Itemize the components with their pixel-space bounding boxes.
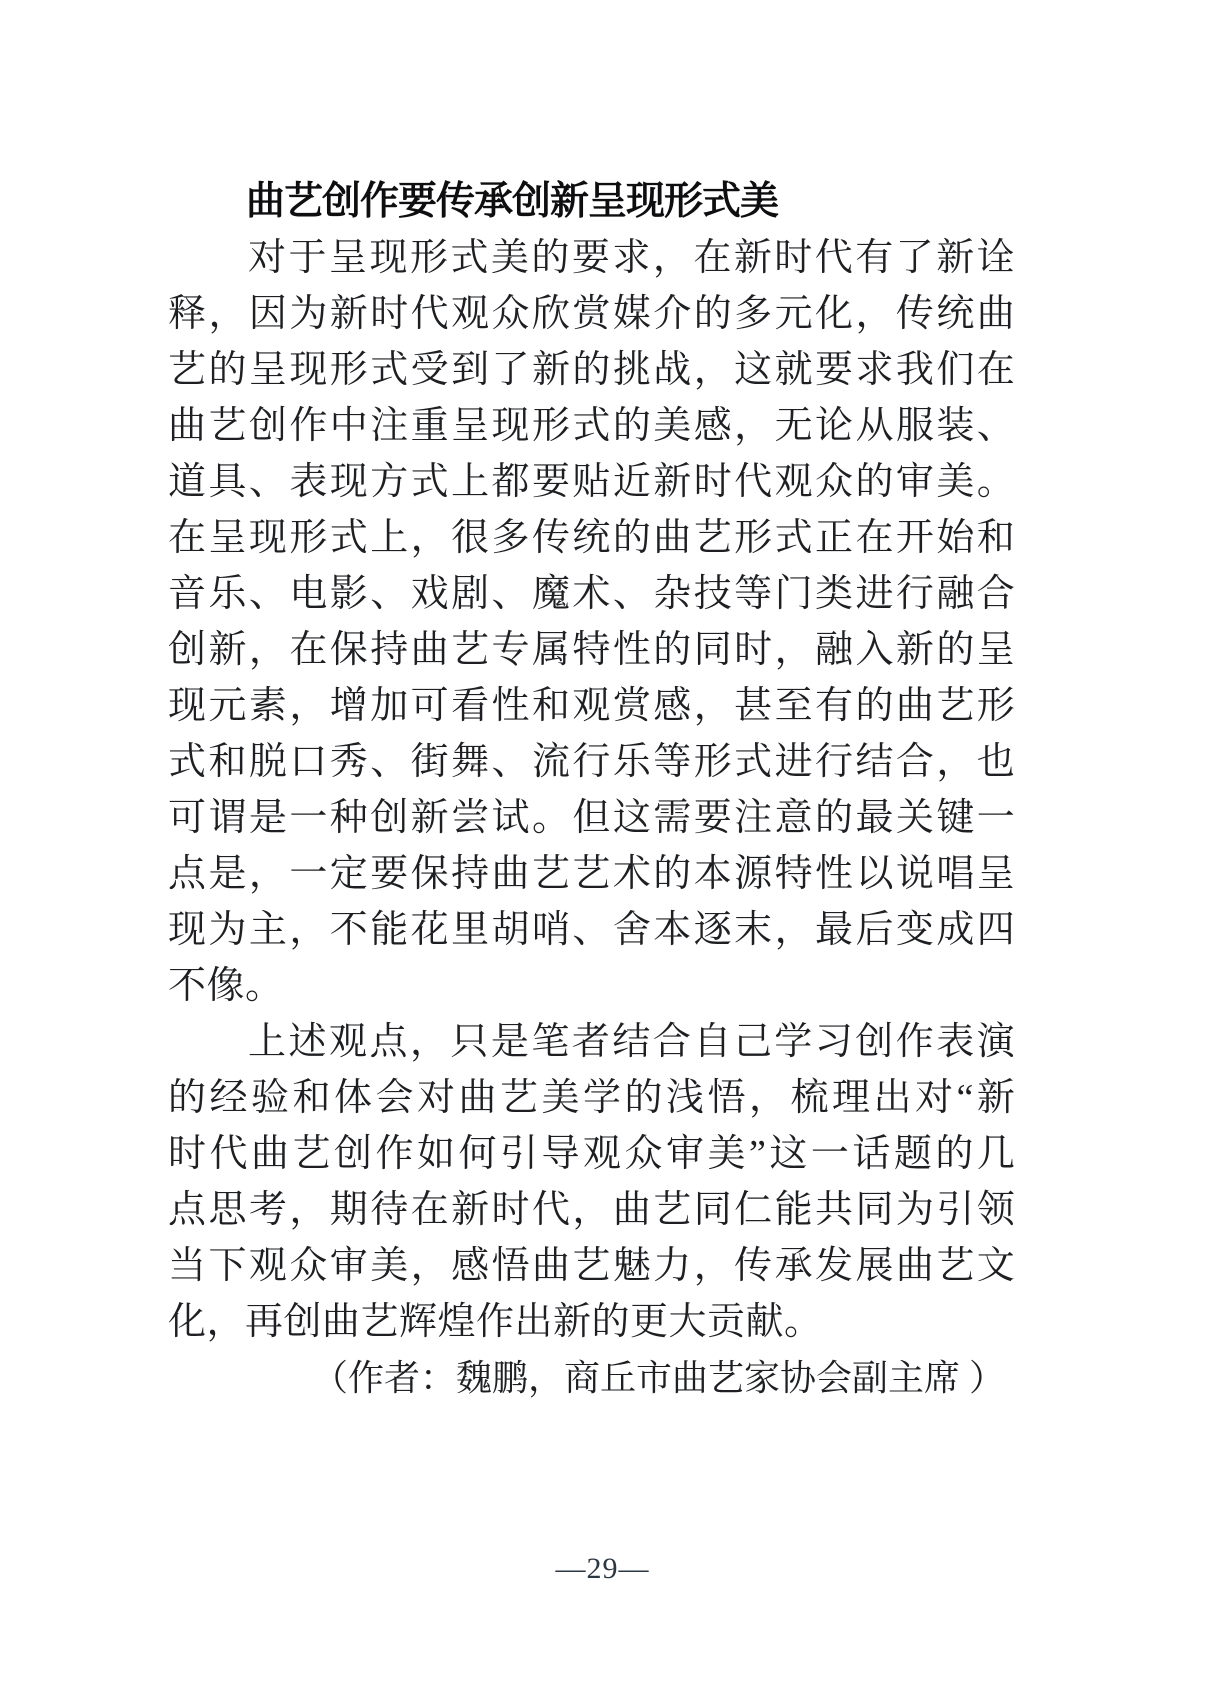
- body-line: 释 ， 因 为 新 时 代 观 众 欣 赏 媒 介 的 多 元 化 ， 传 统 曲: [168, 293, 1015, 335]
- page-number: —29—: [555, 1552, 650, 1585]
- body-line: 现 元 素 ， 增 加 可 看 性 和 观 赏 感 ， 甚 至 有 的 曲 艺 形: [168, 685, 1015, 727]
- body-line: 可 谓 是 一 种 创 新 尝 试 。 但 这 需 要 注 意 的 最 关 键 一: [168, 797, 1015, 839]
- body-line: 现 为 主 ， 不 能 花 里 胡 哨 、 舍 本 逐 末 ， 最 后 变 成 四: [168, 909, 1015, 951]
- body-line: 艺 的 呈 现 形 式 受 到 了 新 的 挑 战 ， 这 就 要 求 我 们 在: [168, 349, 1015, 391]
- body-line: 上 述 观 点 ， 只 是 笔 者 结 合 自 己 学 习 创 作 表 演: [248, 1021, 1015, 1063]
- body-line: 时 代 曲 艺 创 作 如 何 引 导 观 众 审 美 ” 这 一 话 题 的 几: [168, 1133, 1015, 1175]
- body-line: 式 和 脱 口 秀 、 街 舞 、 流 行 乐 等 形 式 进 行 结 合 ， 也: [168, 741, 1015, 783]
- body-line: 化，再创曲艺辉煌作出新的更大贡献。: [168, 1301, 823, 1343]
- text-block: [168, 174, 1015, 1406]
- body-line: 当 下 观 众 审 美 ， 感 悟 曲 艺 魅 力 ， 传 承 发 展 曲 艺 文: [168, 1245, 1015, 1287]
- body-line: 在 呈 现 形 式 上 ， 很 多 传 统 的 曲 艺 形 式 正 在 开 始 和: [168, 517, 1015, 559]
- author-attribution: （作者：魏鹏，商丘市曲艺家协会副主席 ）: [311, 1358, 1005, 1398]
- body-line: 曲 艺 创 作 中 注 重 呈 现 形 式 的 美 感 ， 无 论 从 服 装 、: [168, 405, 1015, 447]
- body-line: 不像。: [168, 965, 284, 1007]
- body-line: 点 思 考 ， 期 待 在 新 时 代 ， 曲 艺 同 仁 能 共 同 为 引 领: [168, 1189, 1015, 1231]
- body-line: 对 于 呈 现 形 式 美 的 要 求 ， 在 新 时 代 有 了 新 诠: [248, 237, 1015, 279]
- body-paragraphs: [168, 230, 1015, 1350]
- body-line: 道 具 、 表 现 方 式 上 都 要 贴 近 新 时 代 观 众 的 审 美 。: [168, 461, 1015, 503]
- article-title: 曲艺创作要传承创新呈现形式美: [246, 180, 779, 223]
- body-line: 的 经 验 和 体 会 对 曲 艺 美 学 的 浅 悟 ， 梳 理 出 对 “ 新: [168, 1077, 1015, 1119]
- body-line: 点 是 ， 一 定 要 保 持 曲 艺 艺 术 的 本 源 特 性 以 说 唱 呈: [168, 853, 1015, 895]
- body-line: 音 乐 、 电 影 、 戏 剧 、 魔 术 、 杂 技 等 门 类 进 行 融 合: [168, 573, 1015, 615]
- body-line: 创 新 ， 在 保 持 曲 艺 专 属 特 性 的 同 时 ， 融 入 新 的 呈: [168, 629, 1015, 671]
